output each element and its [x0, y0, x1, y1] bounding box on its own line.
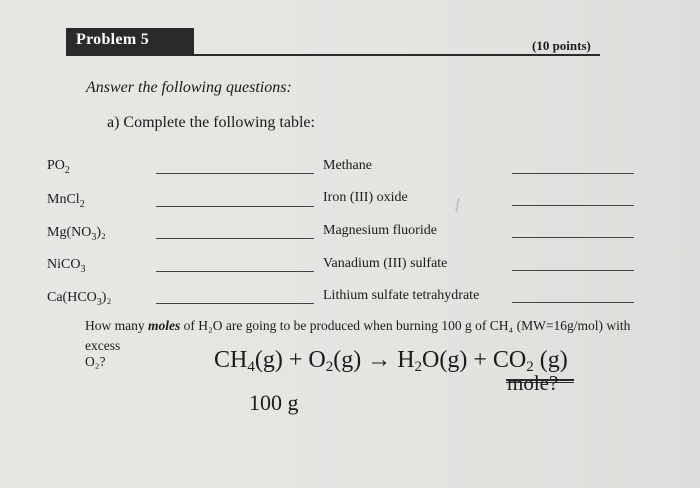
blank-formula-line[interactable]: [512, 205, 634, 206]
question-text: How many moles of H₂O are going to be produced when burning 100 g of CH₄ (MW=16g/mol) with: [85, 318, 631, 333]
row-formula: $Mg(NO_3)_2$: [47, 225, 106, 243]
water-unknown-label: mole?: [507, 371, 559, 395]
row-formula: $PO_2$: [47, 158, 70, 176]
row-compound-name: Magnesium fluoride: [323, 223, 437, 238]
blank-name-line[interactable]: [156, 303, 314, 304]
row-compound-name: Vanadium (III) sulfate: [323, 256, 448, 271]
methane-mass-label: 100 g: [249, 390, 299, 415]
blank-formula-line[interactable]: [512, 173, 634, 174]
faint-pencil-mark: ~~: [448, 196, 466, 214]
blank-formula-line[interactable]: [512, 237, 634, 238]
blank-formula-line[interactable]: [512, 302, 634, 303]
points-label: (10 points): [532, 38, 591, 53]
row-formula: NiCO$_3$: [47, 257, 86, 275]
problem-title: Problem 5: [76, 31, 150, 48]
row-compound-name: Methane: [323, 158, 372, 173]
instructions-text: Answer the following questions:: [86, 79, 292, 96]
row-formula: MnCl$_2$: [47, 192, 85, 210]
blank-name-line[interactable]: [156, 271, 314, 272]
reaction-equation: $CH_4(g) + O_2(g) \to H_2O(g) + CO_2$ (g): [214, 347, 568, 375]
question-text-line2: excess: [85, 338, 121, 353]
header-rule: [66, 54, 600, 56]
question-text-line3: O₂?: [85, 354, 106, 369]
row-formula: $Ca(HCO_3)_2$: [47, 290, 112, 308]
blank-name-line[interactable]: [156, 173, 314, 174]
row-compound-name: Iron (III) oxide: [323, 190, 408, 205]
blank-formula-line[interactable]: [512, 270, 634, 271]
blank-name-line[interactable]: [156, 238, 314, 239]
part-a-prompt: a) Complete the following table:: [107, 114, 315, 131]
row-compound-name: Lithium sulfate tetrahydrate: [323, 288, 480, 303]
blank-name-line[interactable]: [156, 206, 314, 207]
